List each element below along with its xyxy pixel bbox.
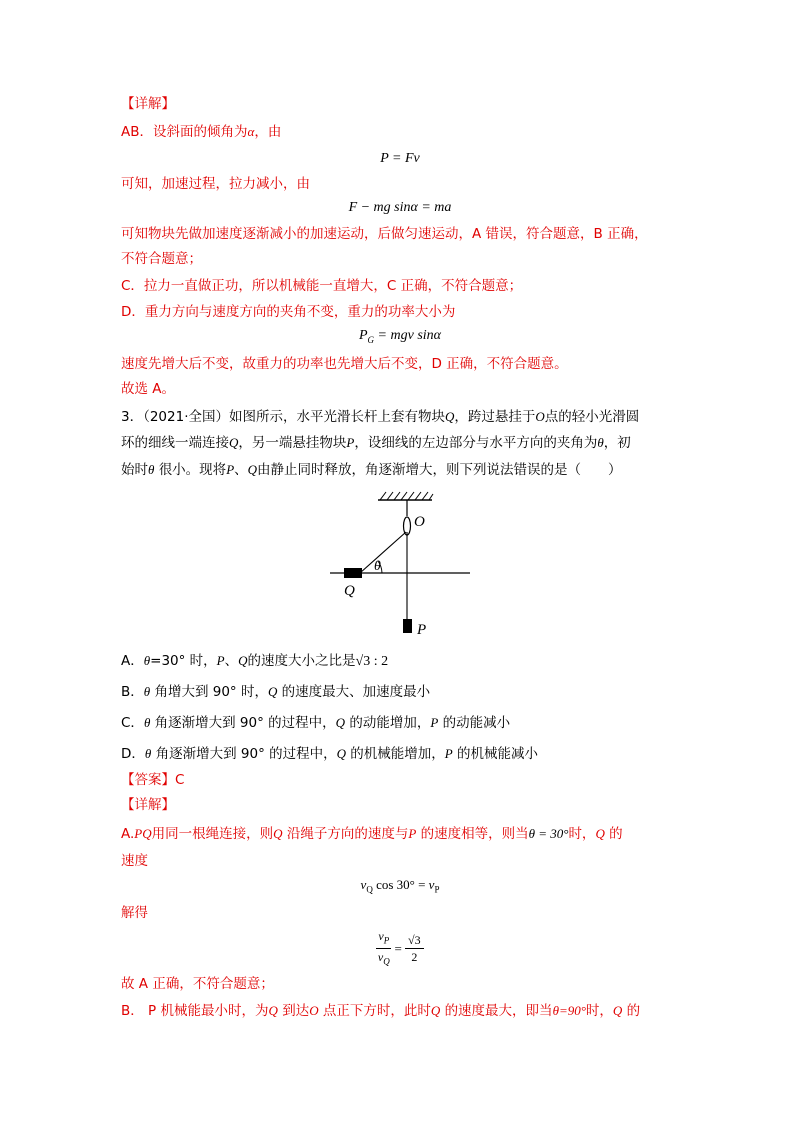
detail2-line3: 解得 [121,905,148,921]
equation-gravity-power: $P_G$ = mgv sinα [358,328,442,345]
detail1-line4: 不符合题意； [121,251,202,267]
equation-velocity: $v_Q$ $\cos 30^\circ = v_P$ [360,877,440,895]
label-p: P [417,622,427,638]
block-q [344,568,362,578]
detail1-line3: 可知物块先做加速度逐渐减小的加速运动，后做匀速运动，A 错误，符合题意，B 正确， [121,226,648,242]
answer-label: 【答案】C [121,772,185,788]
detail2-line5: B． P 机械能最小时，为Q 到达O 点正下方时，此时Q 的速度最大，即当θ=90°时，Q 的 [121,1003,641,1019]
option-c: C．θ 角逐渐增大到 90° 的过程中，Q 的动能增加，P 的动能减小 [121,715,511,731]
fraction-velocity: $\frac{v_P}{v_Q}$ [377,929,390,967]
equation-power: P = Fv [380,151,420,166]
detail1-line5: C．拉力一直做正功，所以机械能一直增大，C 正确，不符合题意； [121,278,523,294]
label-o: O [414,514,425,530]
detail-header-1: 【详解】 [121,96,175,112]
detail2-line4: 故 A 正确，不符合题意； [121,976,274,992]
pulley-figure [320,488,480,638]
option-a: A．θ=30° 时，P、Q的速度大小之比是√3 : 2 [121,653,389,669]
block-p [403,619,412,633]
equation-ratio: $\frac{v_P}{v_Q}$ = $\frac{√3}{2}$ [0,928,800,968]
detail1-line8: 故选 A。 [121,381,176,397]
label-q: Q [344,583,355,599]
detail1-line2: 可知，加速过程，拉力减小，由 [121,176,310,192]
label-theta: θ [374,559,381,574]
detail1-line1: AB．设斜面的倾角为α，由 [121,124,282,140]
detail2-line2: 速度 [121,853,148,869]
option-d: D．θ 角逐渐增大到 90° 的过程中，Q 的机械能增加，P 的机械能减小 [121,746,539,762]
question3-line3: 始时θ 很小。现将P、Q由静止同时释放，角逐渐增大，则下列说法错误的是（ ） [121,462,622,478]
detail1-line6: D．重力方向与速度方向的夹角不变，重力的功率大小为 [121,304,456,320]
question3-line2: 环的细线一端连接Q，另一端悬挂物块P，设细线的左边部分与水平方向的夹角为θ，初 [121,435,631,451]
question3-line1: 3．（2021·全国）如图所示，水平光滑长杆上套有物块Q，跨过悬挂于O点的轻小光滑圆 [121,409,640,425]
equation-newton: F − mg sinα = ma [348,200,452,215]
detail2-line1: A.PQ用同一根绳连接，则Q 沿绳子方向的速度与P 的速度相等，则当θ = 30°时，Q 的 [121,826,623,842]
fraction-ratio: $\frac{√3}{2}$ [405,932,424,965]
detail-header-2: 【详解】 [121,797,175,813]
option-b: B．θ 角增大到 90° 时，Q 的速度最大、加速度最小 [121,684,431,700]
ceiling-hatch [380,492,433,500]
detail1-line7: 速度先增大后不变，故重力的功率也先增大后不变，D 正确，不符合题意。 [121,356,568,372]
string-left [360,532,406,573]
